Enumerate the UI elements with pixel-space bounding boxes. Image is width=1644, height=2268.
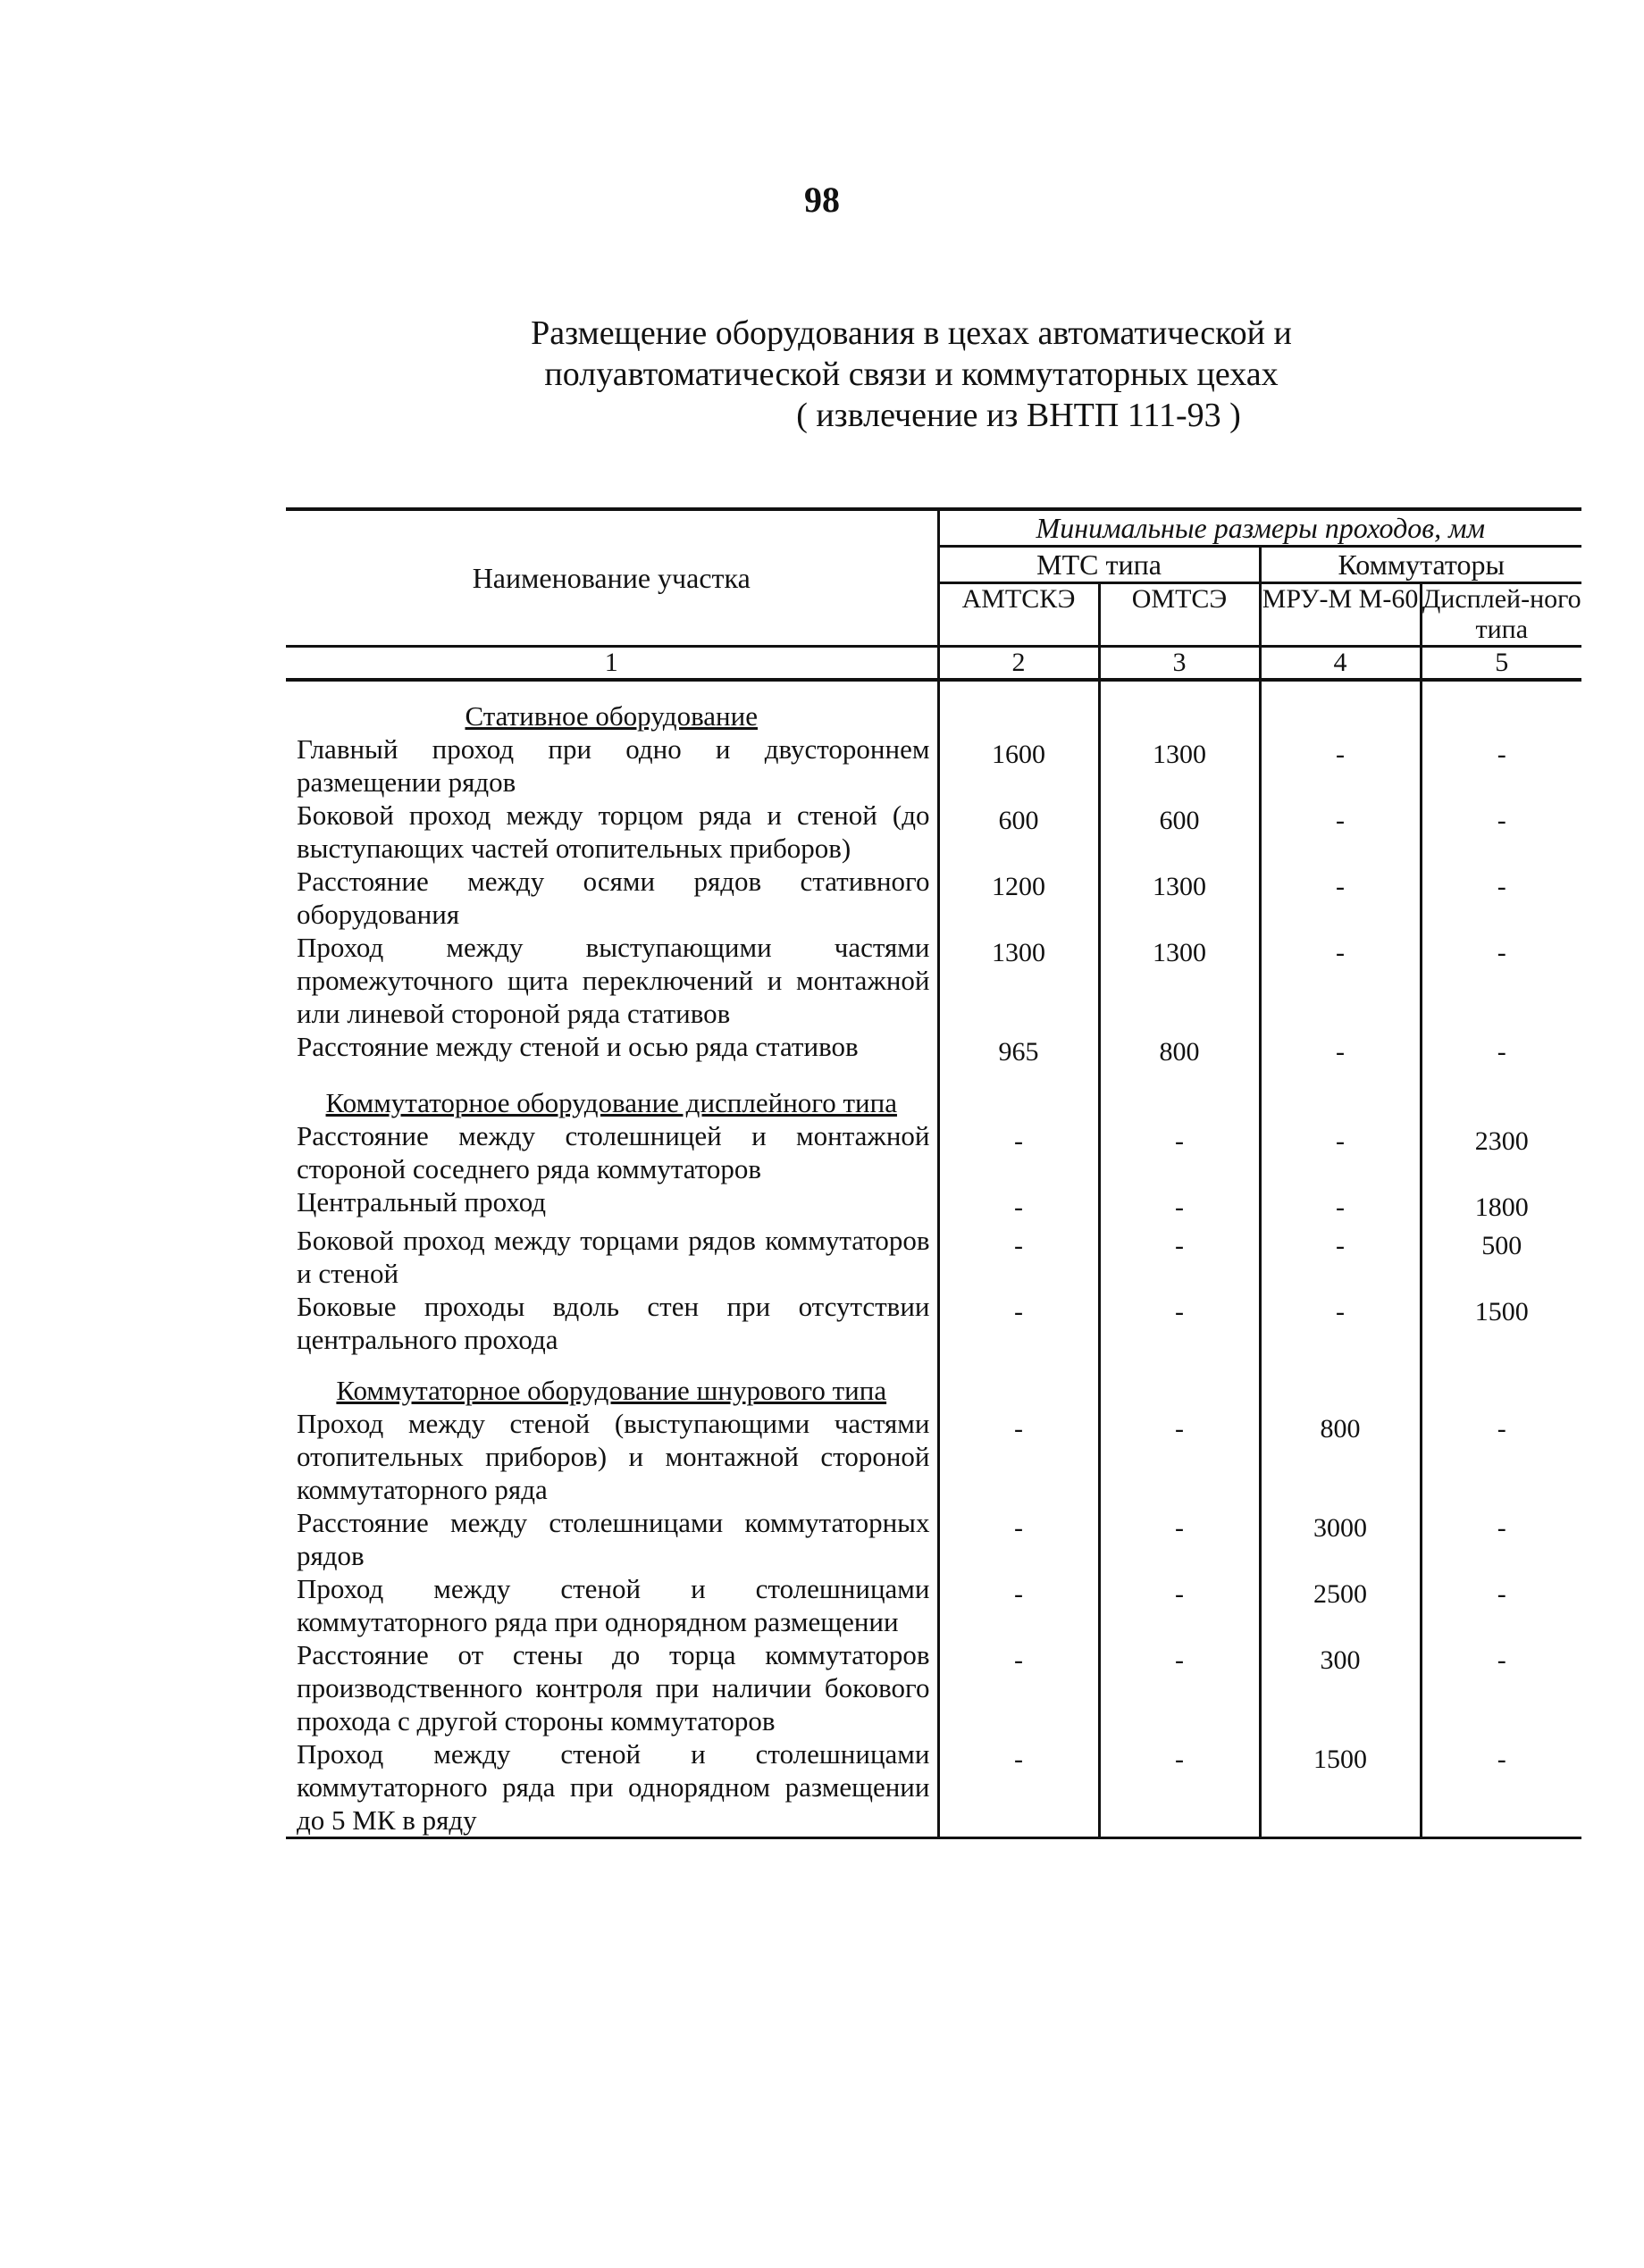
row-value: - xyxy=(1099,1290,1260,1356)
header-switchboards: Коммутаторы xyxy=(1260,547,1581,583)
section-title: Стативное оборудование xyxy=(465,700,758,732)
row-value: - xyxy=(938,1407,1099,1506)
row-value: - xyxy=(938,1224,1099,1290)
row-value: 1300 xyxy=(1099,865,1260,931)
row-value: - xyxy=(1260,1030,1421,1068)
row-value: - xyxy=(1421,1572,1581,1638)
row-value: 1500 xyxy=(1421,1290,1581,1356)
row-value: - xyxy=(1421,1407,1581,1506)
row-value: - xyxy=(1421,799,1581,865)
row-value: 3000 xyxy=(1260,1506,1421,1572)
row-name: Боковой проход между торцами рядов коммутаторов и стеной xyxy=(297,1225,930,1289)
row-value: - xyxy=(938,1185,1099,1224)
table-row xyxy=(286,1119,1581,1185)
row-value: - xyxy=(1260,799,1421,865)
table-row xyxy=(286,931,1581,1030)
row-value: - xyxy=(1099,1506,1260,1572)
row-value: - xyxy=(1421,1030,1581,1068)
header-col-display: Дисплей-ного типа xyxy=(1421,583,1581,647)
table-row xyxy=(286,1224,1581,1290)
row-value: - xyxy=(1421,1638,1581,1737)
row-value: - xyxy=(1421,1737,1581,1838)
row-value: - xyxy=(1260,1119,1421,1185)
row-value: - xyxy=(938,1638,1099,1737)
row-name: Боковой проход между торцом ряда и стеной (до выступающих частей отопительных приборов) xyxy=(297,799,930,864)
table-row xyxy=(286,1030,1581,1068)
row-value: - xyxy=(1421,865,1581,931)
row-value: 2300 xyxy=(1421,1119,1581,1185)
row-value: 500 xyxy=(1421,1224,1581,1290)
row-name: Проход между стеной (выступающими частями отопительных приборов) и монтажной стороной коммутаторного ряда xyxy=(297,1408,930,1505)
row-value: 1300 xyxy=(938,931,1099,1030)
row-value: 965 xyxy=(938,1030,1099,1068)
table-row xyxy=(286,865,1581,931)
row-name: Расстояние между осями рядов стативного оборудования xyxy=(297,866,930,930)
table-row xyxy=(286,1737,1581,1838)
row-value: 2500 xyxy=(1260,1572,1421,1638)
title-line-2: полуавтоматической связи и коммутаторных цехах xyxy=(544,356,1279,393)
row-name: Центральный проход xyxy=(297,1186,547,1218)
row-value: 1200 xyxy=(938,865,1099,931)
empty-cell xyxy=(938,680,1099,732)
column-number: 5 xyxy=(1421,647,1581,681)
column-number: 2 xyxy=(938,647,1099,681)
empty-cell xyxy=(938,1068,1099,1119)
row-value: - xyxy=(1260,732,1421,799)
row-value: - xyxy=(1099,1572,1260,1638)
table-row xyxy=(286,799,1581,865)
header-name-column: Наименование участка xyxy=(286,509,938,647)
row-value: - xyxy=(1099,1737,1260,1838)
table-row xyxy=(286,732,1581,799)
row-name: Расстояние между столешницами коммутаторных рядов xyxy=(297,1507,930,1571)
section-header-row xyxy=(286,1356,1581,1407)
row-name: Проход между выступающими частями промежуточного щита переключений и монтажной или линевой стороной ряда стативов xyxy=(297,932,930,1029)
row-value: 1300 xyxy=(1099,732,1260,799)
empty-cell xyxy=(1260,680,1421,732)
row-value: 800 xyxy=(1260,1407,1421,1506)
row-value: 800 xyxy=(1099,1030,1260,1068)
row-value: - xyxy=(1260,1185,1421,1224)
row-value: 1500 xyxy=(1260,1737,1421,1838)
empty-cell xyxy=(1099,1356,1260,1407)
column-numbers-row xyxy=(286,647,1581,681)
header-col-mru-m: МРУ-М М-60 xyxy=(1260,583,1421,647)
section-title: Коммутаторное оборудование дисплейного типа xyxy=(325,1087,897,1118)
row-name: Главный проход при одно и двустороннем размещении рядов xyxy=(297,733,930,798)
empty-cell xyxy=(1260,1356,1421,1407)
header-col-omtse: ОМТСЭ xyxy=(1099,583,1260,647)
section-header-row xyxy=(286,1068,1581,1119)
table-row xyxy=(286,1506,1581,1572)
section-header-row xyxy=(286,680,1581,732)
row-name: Расстояние от стены до торца коммутаторов производственного контроля при наличии бокового прохода с другой стороны коммутаторов xyxy=(297,1639,930,1737)
row-value: - xyxy=(1099,1185,1260,1224)
row-value: - xyxy=(1421,931,1581,1030)
row-value: 1800 xyxy=(1421,1185,1581,1224)
row-value: - xyxy=(938,1737,1099,1838)
empty-cell xyxy=(938,1356,1099,1407)
title-line-3: ( извлечение из ВНТП 111-93 ) xyxy=(796,397,1241,434)
table-row xyxy=(286,1185,1581,1224)
empty-cell xyxy=(1421,1356,1581,1407)
passage-sizes-table xyxy=(286,507,1581,1839)
column-number: 1 xyxy=(604,648,618,677)
document-title xyxy=(482,313,1340,436)
row-value: - xyxy=(1260,931,1421,1030)
page-number: 98 xyxy=(804,180,840,220)
row-value: - xyxy=(1421,1506,1581,1572)
empty-cell xyxy=(1260,1068,1421,1119)
row-value: - xyxy=(1099,1224,1260,1290)
header-min-passage-sizes: Минимальные размеры проходов, мм xyxy=(938,509,1581,547)
row-value: - xyxy=(1421,732,1581,799)
row-name: Расстояние между стеной и осью ряда стативов xyxy=(297,1031,859,1062)
column-number: 4 xyxy=(1260,647,1421,681)
row-name: Расстояние между столешницей и монтажной стороной соседнего ряда коммутаторов xyxy=(297,1120,930,1184)
row-value: - xyxy=(1260,1224,1421,1290)
table-row xyxy=(286,1572,1581,1638)
table-row xyxy=(286,1638,1581,1737)
empty-cell xyxy=(1421,1068,1581,1119)
row-value: - xyxy=(938,1506,1099,1572)
table-row xyxy=(286,1407,1581,1506)
row-value: - xyxy=(1099,1119,1260,1185)
row-value: 600 xyxy=(938,799,1099,865)
row-name: Боковые проходы вдоль стен при отсутствии центрального прохода xyxy=(297,1291,930,1355)
title-line-1: Размещение оборудования в цехах автоматической и xyxy=(531,314,1292,352)
row-value: - xyxy=(938,1572,1099,1638)
empty-cell xyxy=(1421,680,1581,732)
table-row xyxy=(286,1290,1581,1356)
row-value: - xyxy=(1099,1638,1260,1737)
empty-cell xyxy=(1099,1068,1260,1119)
row-value: - xyxy=(1260,865,1421,931)
row-value: 1300 xyxy=(1099,931,1260,1030)
empty-cell xyxy=(1099,680,1260,732)
row-value: - xyxy=(1099,1407,1260,1506)
header-mts-type: МТС типа xyxy=(938,547,1260,583)
row-value: 1600 xyxy=(938,732,1099,799)
section-title: Коммутаторное оборудование шнурового типа xyxy=(336,1375,887,1406)
row-value: 300 xyxy=(1260,1638,1421,1737)
header-col-amtske: АМТСКЭ xyxy=(938,583,1099,647)
row-value: - xyxy=(938,1290,1099,1356)
row-name: Проход между стеной и столешницами коммутаторного ряда при однорядном размещении до 5 МК в ряду xyxy=(297,1738,930,1836)
row-name: Проход между стеной и столешницами коммутаторного ряда при однорядном размещении xyxy=(297,1573,930,1637)
row-value: 600 xyxy=(1099,799,1260,865)
column-number: 3 xyxy=(1099,647,1260,681)
row-value: - xyxy=(1260,1290,1421,1356)
row-value: - xyxy=(938,1119,1099,1185)
